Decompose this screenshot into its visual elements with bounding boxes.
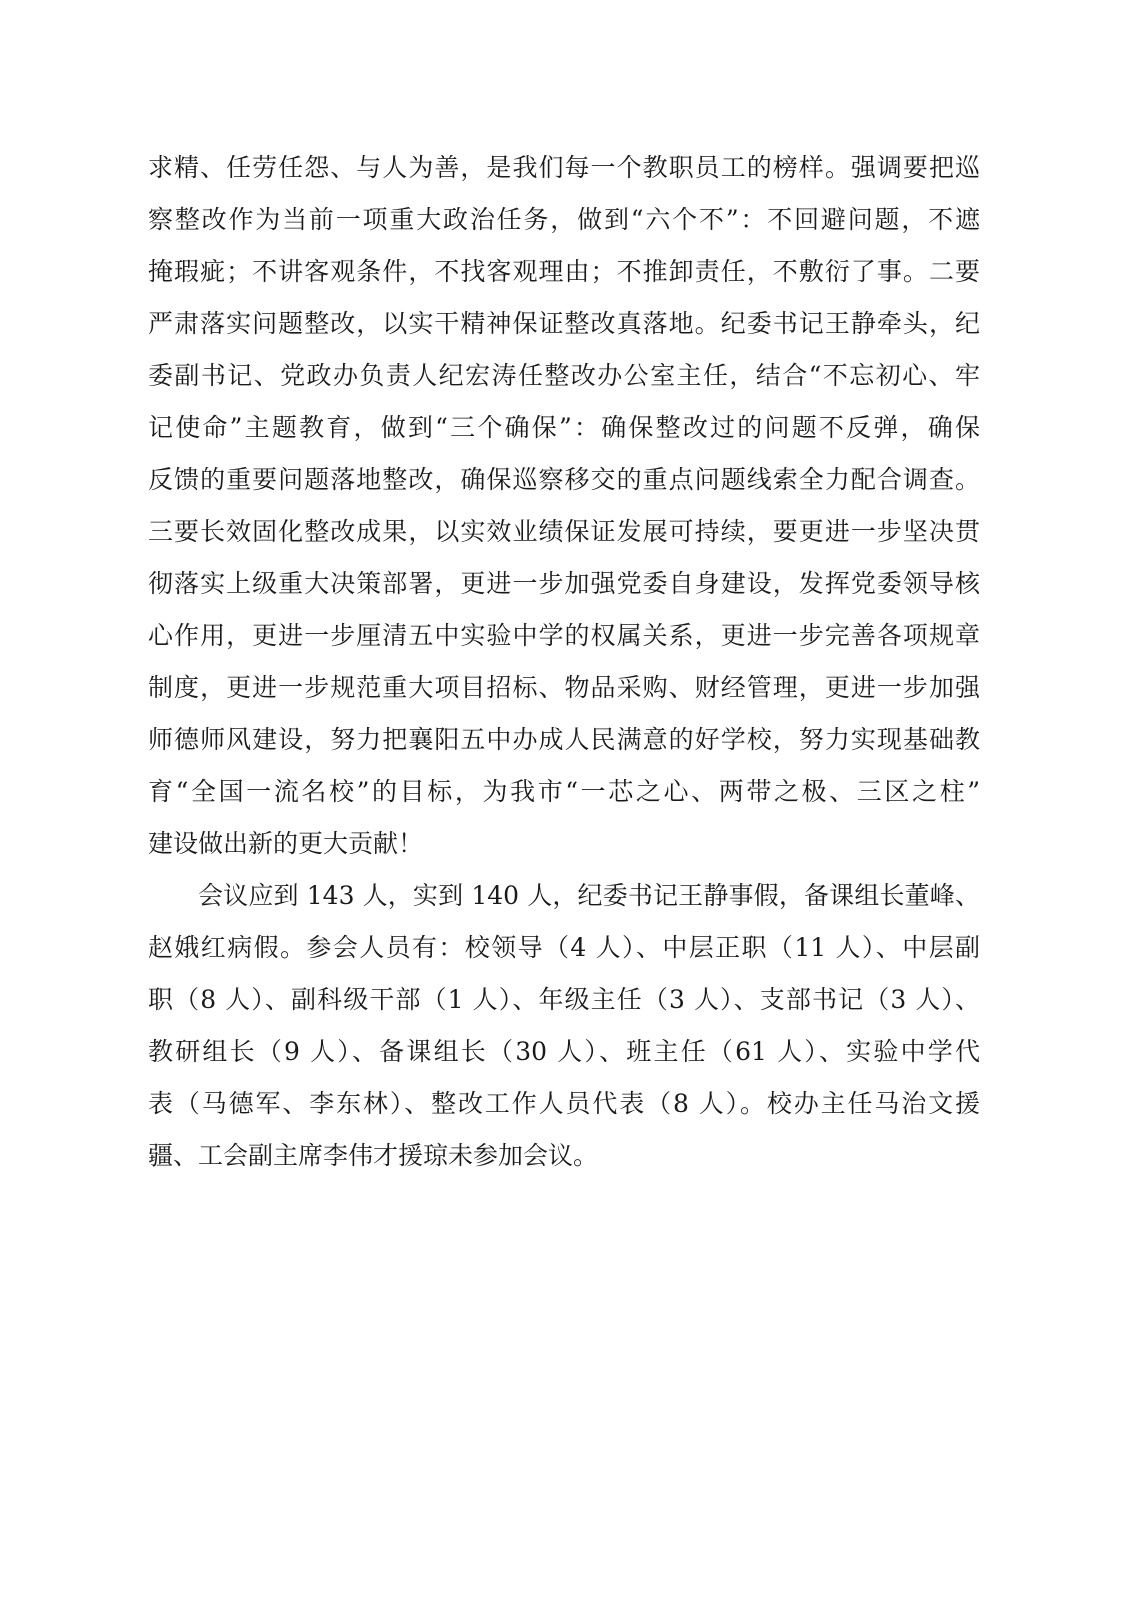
document-body: [148, 142, 980, 1182]
text-line: 三要长效固化整改成果，以实效业绩保证发展可持续，要更进一步坚决贯: [148, 517, 980, 546]
text-line: 记使命”主题教育，做到“三个确保”：确保整改过的问题不反弹，确保: [148, 413, 980, 442]
paragraph-2: [148, 870, 980, 1182]
text-line: 制度，更进一步规范重大项目招标、物品采购、财经管理，更进一步加强: [148, 673, 980, 702]
text-line: 会议应到 143 人，实到 140 人，纪委书记王静事假，备课组长董峰、: [198, 881, 980, 910]
text-line: 建设做出新的更大贡献！: [148, 829, 424, 858]
text-line: 教研组长（9 人）、备课组长（30 人）、班主任（61 人）、实验中学代: [148, 1037, 980, 1066]
text-line: 求精、任劳任怨、与人为善，是我们每一个教职员工的榜样。强调要把巡: [148, 153, 980, 182]
text-line: 严肃落实问题整改，以实干精神保证整改真落地。纪委书记王静牵头，纪: [148, 309, 980, 338]
text-line: 职（8 人）、副科级干部（1 人）、年级主任（3 人）、支部书记（3 人）、: [148, 985, 980, 1014]
text-line: 育“全国一流名校”的目标，为我市“一芯之心、两带之极、三区之柱”: [148, 777, 980, 806]
text-line: 赵娥红病假。参会人员有：校领导（4 人）、中层正职（11 人）、中层副: [148, 933, 980, 962]
text-line: 彻落实上级重大决策部署，更进一步加强党委自身建设，发挥党委领导核: [148, 569, 980, 598]
text-line: 表（马德军、李东林）、整改工作人员代表（8 人）。校办主任马治文援: [148, 1089, 980, 1118]
text-line: 掩瑕疵；不讲客观条件，不找客观理由；不推卸责任，不敷衍了事。二要: [148, 257, 980, 286]
text-line: 察整改作为当前一项重大政治任务，做到“六个不”：不回避问题，不遮: [148, 205, 980, 234]
text-line: 师德师风建设，努力把襄阳五中办成人民满意的好学校，努力实现基础教: [148, 725, 980, 754]
paragraph-1: [148, 142, 980, 870]
text-line: 反馈的重要问题落地整改，确保巡察移交的重点问题线索全力配合调查。: [148, 465, 980, 494]
text-line: 疆、工会副主席李伟才援琼未参加会议。: [148, 1141, 599, 1170]
text-line: 委副书记、党政办负责人纪宏涛任整改办公室主任，结合“不忘初心、牢: [148, 361, 980, 390]
text-line: 心作用，更进一步厘清五中实验中学的权属关系，更进一步完善各项规章: [148, 621, 980, 650]
